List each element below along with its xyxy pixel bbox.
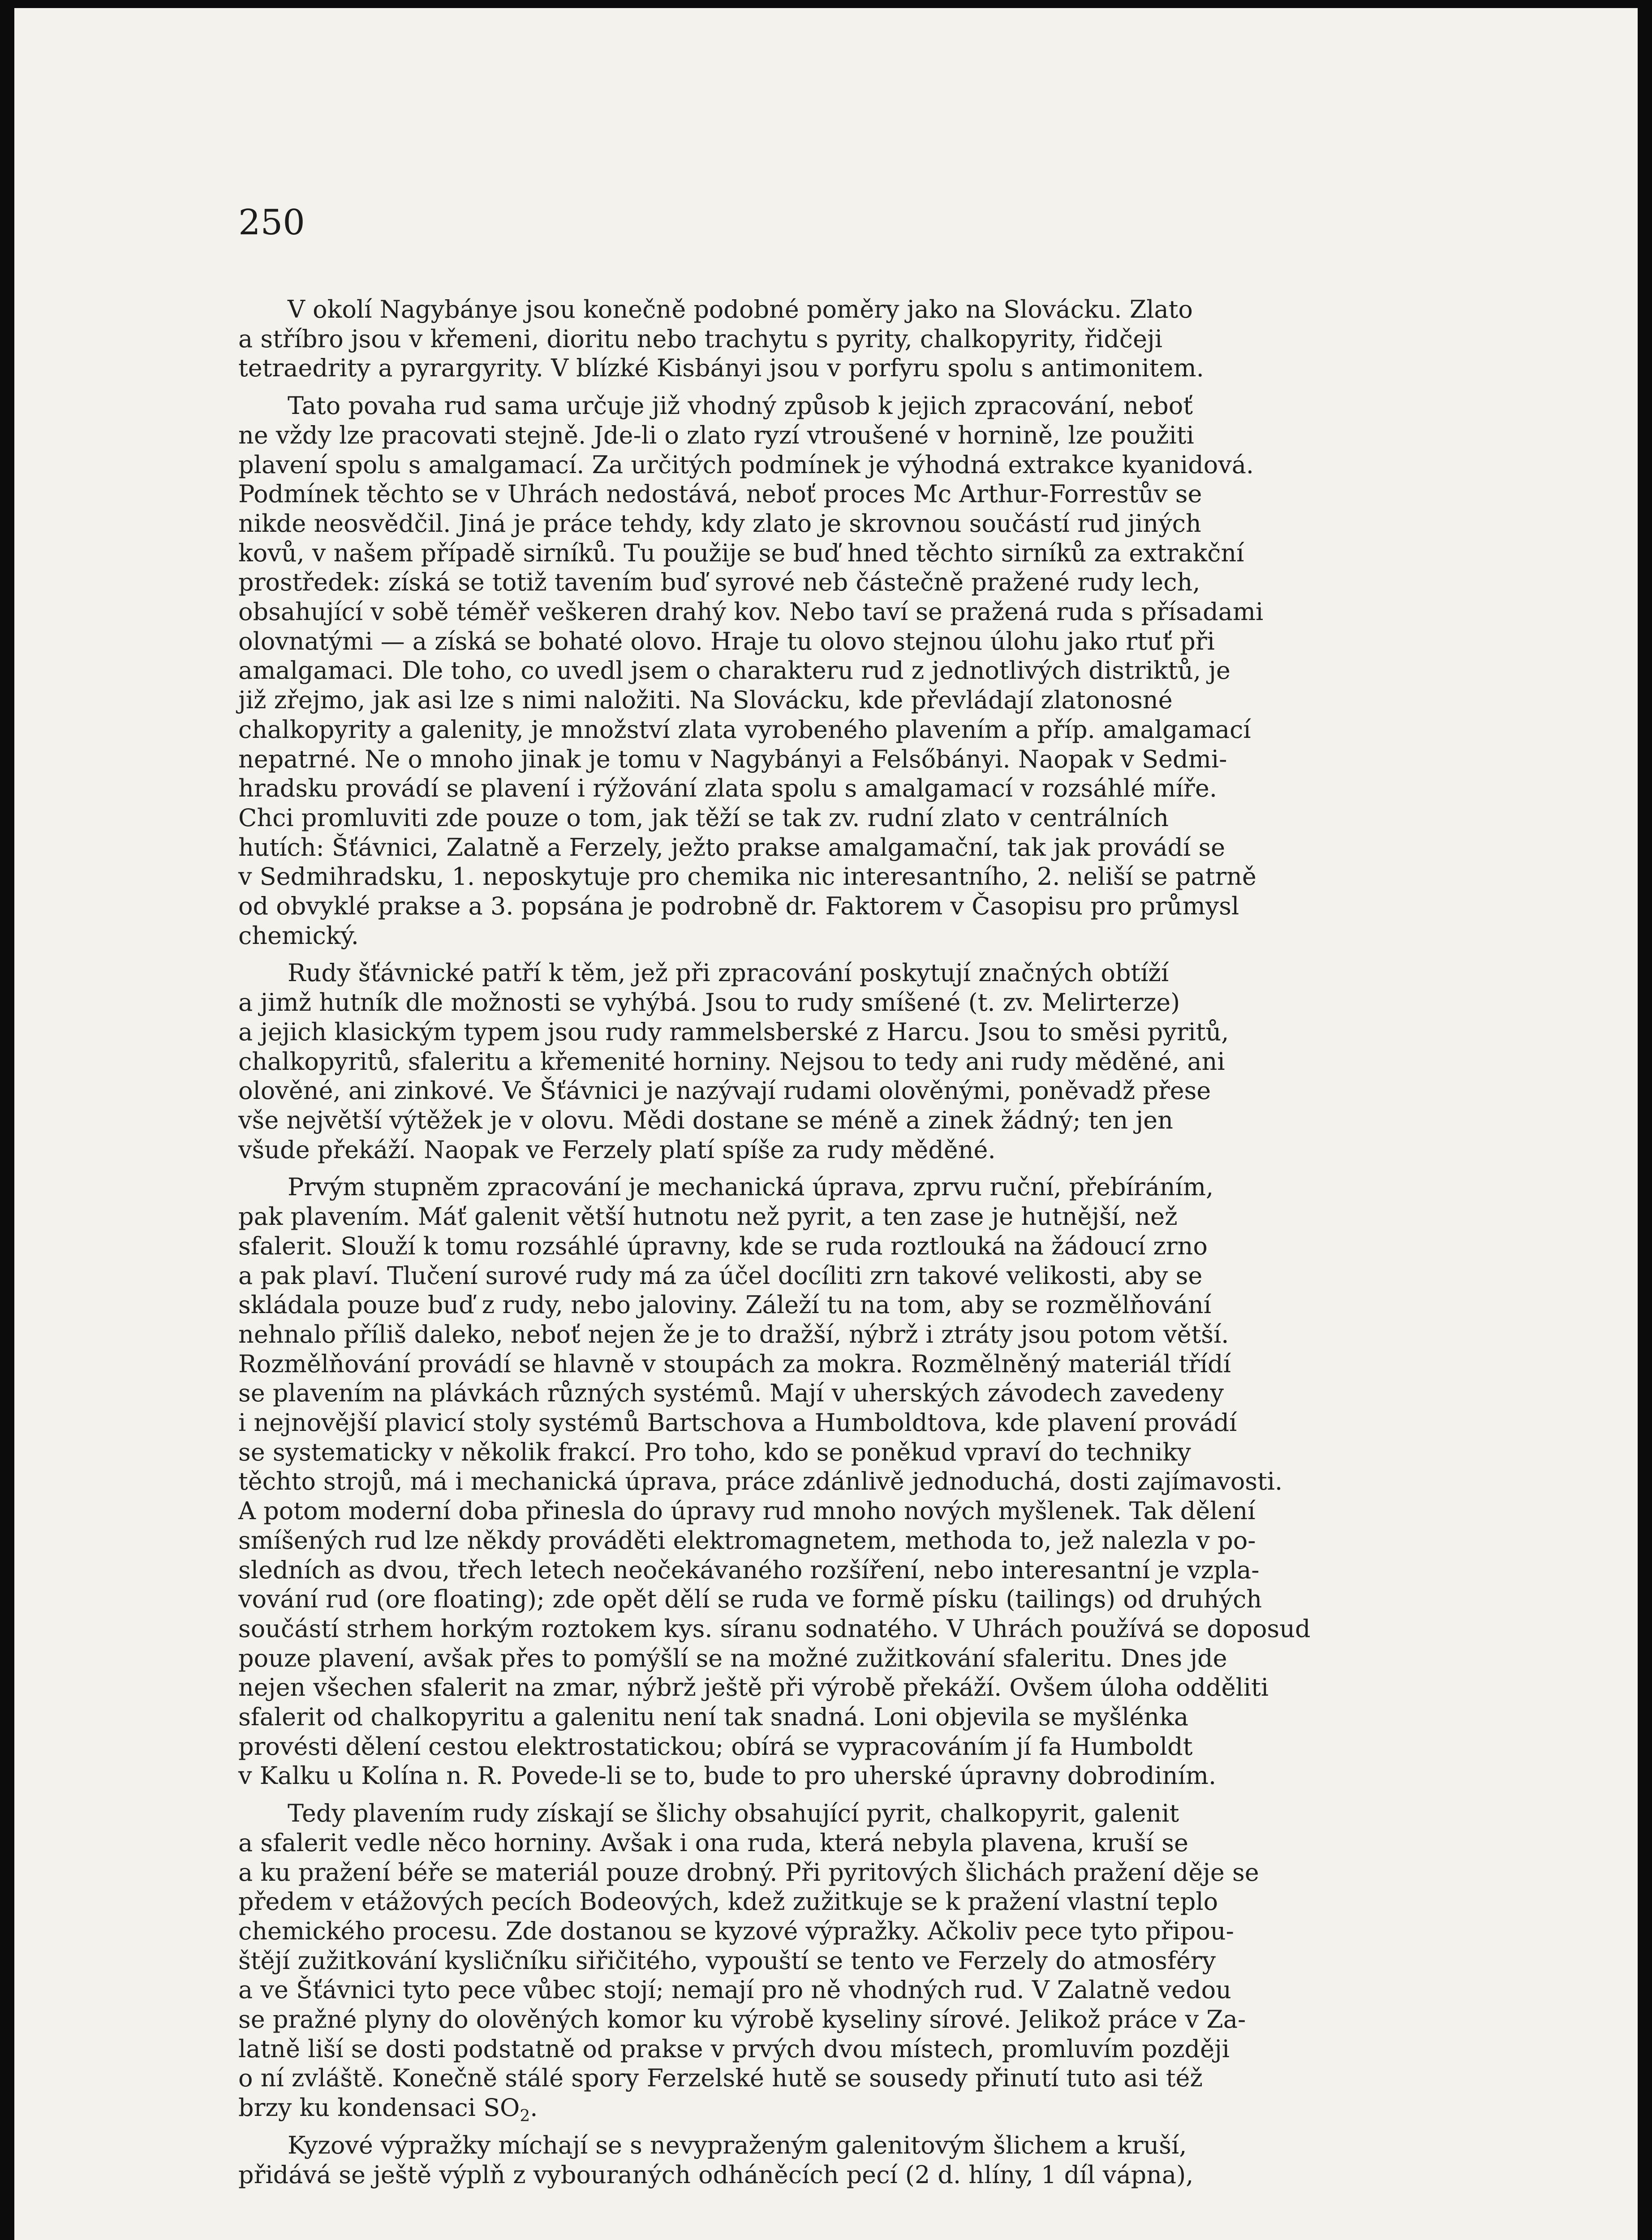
paragraph-6: Kyzové výpražky míchají se s nevypraženým galenitovým šlichem a kruší, přidává se ještě výplň z vybouraných odháněcích pecí (2 d. hlíny, 1 díl vápna), <box>238 2131 1194 2189</box>
paragraph-5 <box>238 1799 1407 2123</box>
body-text <box>238 295 1407 2197</box>
so2-subscript: 2 <box>520 2106 530 2125</box>
paragraph-3: Rudy šťávnické patří k těm, jež při zpracování poskytují značných obtíží a jimž hutník dle možnosti se vyhýbá. Jsou to rudy smíšené (t. zv. Melirterze) a jejich klasickým typem jsou rudy rammelsberské z Harcu. Jsou to směsi pyritů, chalkopyritů, sfaleritu a křemenité horniny. Nejsou to tedy ani rudy měděné, ani olověné, ani zinkové. Ve Šťávnici je nazývají rudami olověnými, poněvadž přese vše největší výtěžek je v olovu. Mědi dostane se méně a zinek žádný; ten jen všude překáží. Naopak ve Ferzely platí spíše za rudy měděné. <box>238 959 1229 1164</box>
paragraph-5-text: Tedy plavením rudy získají se šlichy obsahující pyrit, chalkopyrit, galenit a sfalerit vedle něco horniny. Avšak i ona ruda, která nebyla plavena, kruší se a ku pražení béře se materiál pouze drobný. Při pyritových šlichách pražení děje se předem v etážových pecích Bodeových, kdež zužitkuje se k pražení vlastní teplo chemického procesu. Zde dostanou se kyzové výpražky. Ačkoliv pece tyto připou- štějí zužitkování kysličníku siřičitého, vypouští se tento ve Ferzely do atmosféry a ve Šťávnici tyto pece vůbec stojí; nemají pro ně vhodných rud. V Zalatně vedou se pražné plyny do olověných komor ku výrobě kyseliny sírové. Jelikož práce v Za- latně liší se dosti podstatně od prakse v prvých dvou místech, promluvím později o ní zvláště. Konečně stálé spory Ferzelské hutě se sousedy přinutí tuto asi též brzy ku kondensaci SO <box>238 1799 1259 2122</box>
paragraph-2: Tato povaha rud sama určuje již vhodný způsob k jejich zpracování, neboť ne vždy lze pracovati stejně. Jde-li o zlato ryzí vtroušené v hornině, lze použiti plavení spolu s amalgamací. Za určitých podmínek je výhodná extrakce kyanidová. Podmínek těchto se v Uhrách nedostává, neboť proces Mc Arthur-Forrestův se nikde neosvědčil. Jiná je práce tehdy, kdy zlato je skrovnou součástí rud jiných kovů, v našem případě sirníků. Tu použije se buď hned těchto sirníků za extrakční prostředek: získá se totiž tavením buď syrové neb částečně pražené rudy lech, obsahující v sobě téměř veškeren drahý kov. Nebo taví se pražená ruda s přísadami olovnatými — a získá se bohaté olovo. Hraje tu olovo stejnou úlohu jako rtuť při amalgamaci. Dle toho, co uvedl jsem o charakteru rud z jednotlivých distriktů, je již zřejmo, jak asi lze s nimi naložiti. Na Slovácku, kde převládají zlatonosné chalkopyrity a galenity, je množství zlata vyrobeného plavením a příp. amalgamací nepatrné. Ne o mnoho jinak je tomu v Nagybányi a Felsőbányi. Naopak v Sedmi- hradsku provádí se plavení i rýžování zlata spolu s amalgamací v rozsáhlé míře. Chci promluviti zde pouze o tom, jak těží se tak zv. rudní zlato v centrálních hutích: Šťávnici, Zalatně a Ferzely, ježto prakse amalgamační, tak jak provádí se v Sedmihradsku, 1. neposkytuje pro chemika nic interesantního, 2. neliší se patrně od obvyklé prakse a 3. popsána je podrobně dr. Faktorem v Časopisu pro průmysl chemický. <box>238 392 1264 950</box>
paragraph-4: Prvým stupněm zpracování je mechanická úprava, zprvu ruční, přebíráním, pak plavením. Máť galenit větší hutnotu než pyrit, a ten zase je hutnější, než sfalerit. Slouží k tomu rozsáhlé úpravny, kde se ruda roztlouká na žádoucí zrno a pak plaví. Tlučení surové rudy má za účel docíliti zrn takové velikosti, aby se skládala pouze buď z rudy, nebo jaloviny. Záleží tu na tom, aby se rozmělňování nehnalo příliš daleko, neboť nejen že je to dražší, nýbrž i ztráty jsou potom větší. Rozmělňování provádí se hlavně v stoupách za mokra. Rozmělněný materiál třídí se plavením na plávkách různých systémů. Mají v uherských závodech zavedeny i nejnovější plavicí stoly systémů Bartschova a Humboldtova, kde plavení provádí se systematicky v několik frakcí. Pro toho, kdo se poněkud vpraví do techniky těchto strojů, má i mechanická úprava, práce zdánlivě jednoduchá, dosti zajímavosti. A potom moderní doba přinesla do úpravy rud mnoho nových myšlenek. Tak dělení smíšených rud lze někdy prováděti elektromagnetem, methoda to, jež nalezla v po- sledních as dvou, třech letech neočekávaného rozšíření, nebo interesantní je vzpla- vování rud (ore floating); zde opět dělí se ruda ve formě písku (tailings) od druhých součástí strhem horkým roztokem kys. síranu sodnatého. V Uhrách používá se doposud pouze plavení, avšak přes to pomýšlí se na možné zužitkování sfaleritu. Dnes jde nejen všechen sfalerit na zmar, nýbrž ještě při výrobě překáží. Ovšem úloha odděliti sfalerit od chalkopyritu a galenitu není tak snadná. Loni objevila se myšlénka provésti dělení cestou elektrostatickou; obírá se vypracováním jí fa Humboldt v Kalku u Kolína n. R. Povede-li se to, bude to pro uherské úpravny dobrodiním. <box>238 1173 1311 1790</box>
paragraph-5-end: . <box>530 2094 538 2122</box>
paragraph-1: V okolí Nagybánye jsou konečně podobné poměry jako na Slovácku. Zlato a stříbro jsou v křemeni, dioritu nebo trachytu s pyrity, chalkopyrity, řidčeji tetraedrity a pyrargyrity. V blízké Kisbányi jsou v porfyru spolu s antimonitem. <box>238 295 1204 383</box>
page-number: 250 <box>238 202 305 243</box>
scanned-page <box>14 8 1638 2240</box>
